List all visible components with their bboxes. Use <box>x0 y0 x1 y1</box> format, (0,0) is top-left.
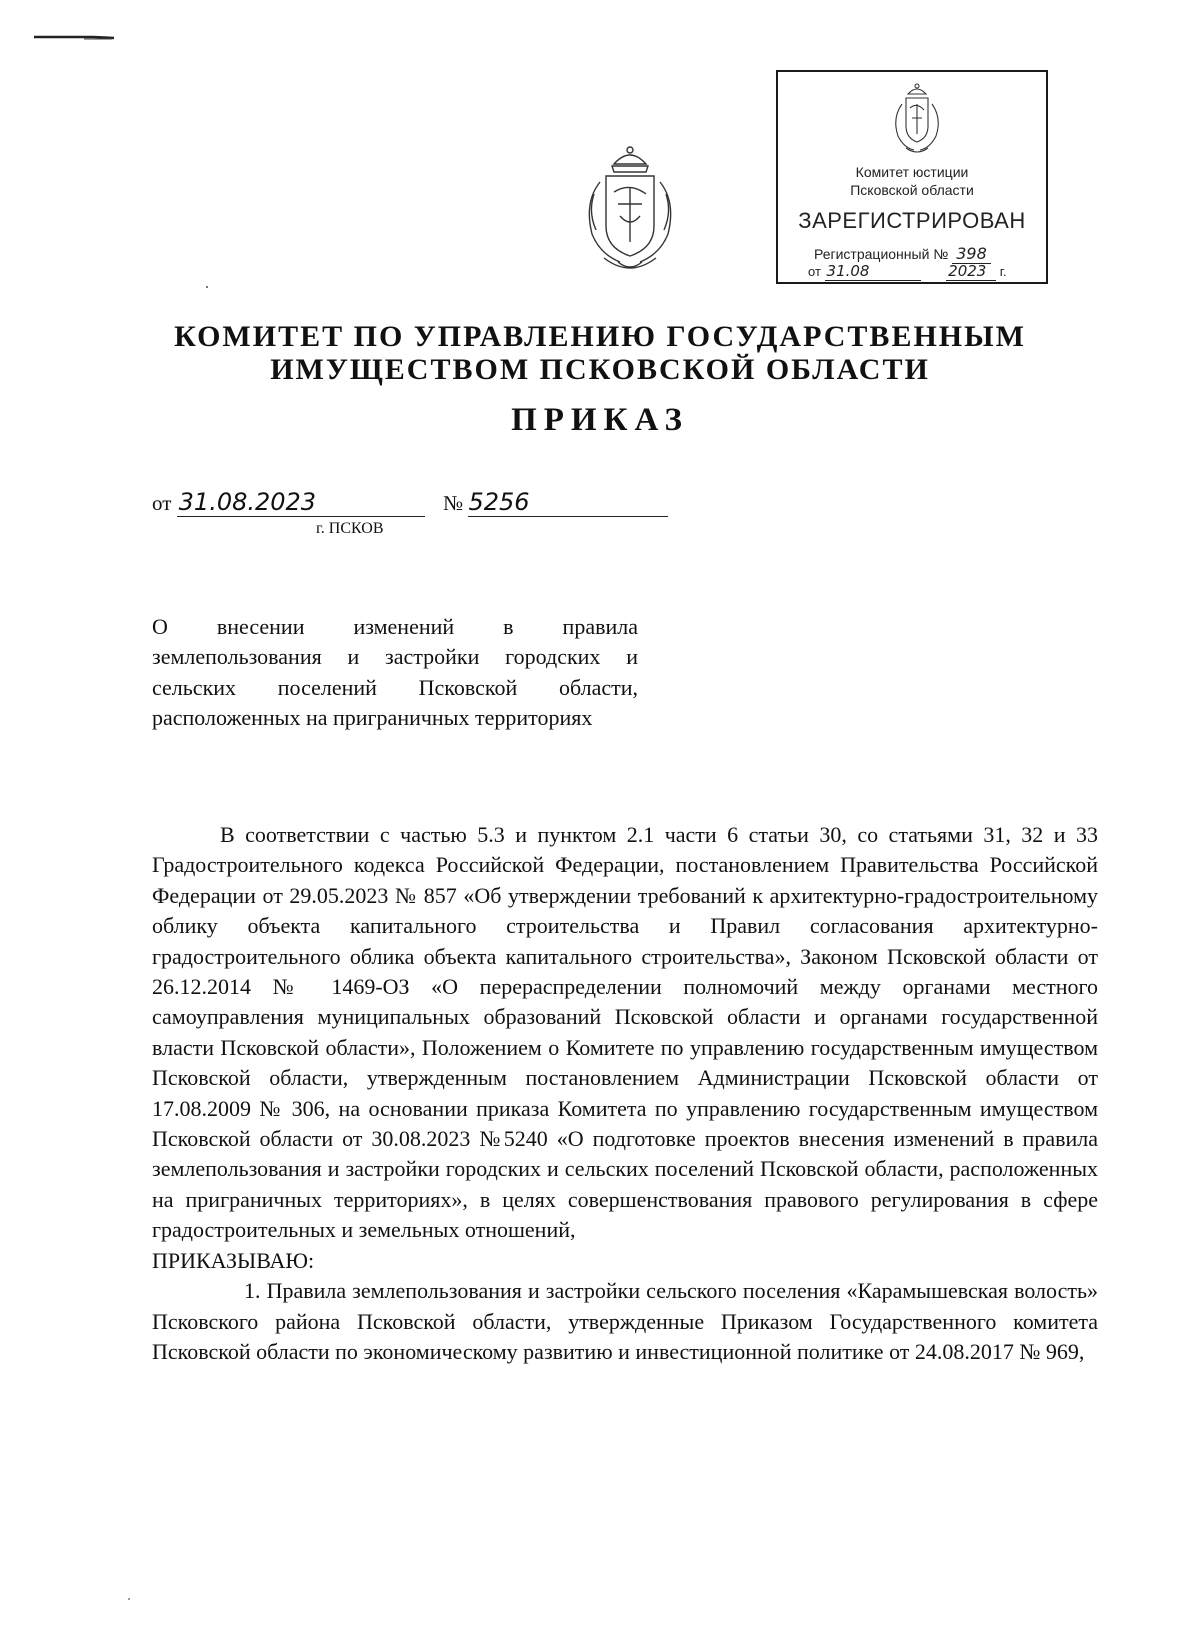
stamp-reg-number: 398 <box>952 244 991 264</box>
stamp-date-prefix: от <box>808 264 821 279</box>
document-number: 5256 <box>468 488 668 517</box>
order-item-1: 1. Правила землепользования и застройки сельского поселения «Карамышевская волость» Псковского района Псковской области, утвержденные Приказом Государственного комитета Псковской области по экономическому развитию и инвестиционной политике от 24.08.2017 № 969, <box>152 1278 1098 1364</box>
document-body <box>152 820 1098 1367</box>
org-title-line2: ИМУЩЕСТВОМ ПСКОВСКОЙ ОБЛАСТИ <box>270 353 930 386</box>
registration-stamp <box>776 70 1048 284</box>
stamp-date-row <box>808 262 1007 281</box>
stamp-year-suffix: г. <box>999 264 1007 279</box>
date-prefix: от <box>152 491 172 515</box>
number-prefix: № <box>443 491 464 515</box>
stamp-org-line1: Комитет юстиции <box>855 164 969 180</box>
stamp-org-line2: Псковской области <box>850 182 974 198</box>
stamp-year-value: 2023 <box>948 262 987 280</box>
stamp-status: ЗАРЕГИСТРИРОВАН <box>798 208 1026 233</box>
document-subject: О внесении изменений в правила землепользования и застройки городских и сельских поселений Псковской области, расположенных на приграничных территориях <box>152 614 638 731</box>
stamp-reg-label: Регистрационный № <box>814 246 949 262</box>
document-date-number-row <box>152 488 668 517</box>
stamp-date-value: 31.08 <box>826 262 870 280</box>
body-paragraph: В соответствии с частью 5.3 и пунктом 2.1 части 6 статьи 30, со статьями 31, 32 и 33 Градостроительного кодекса Российской Федерации, постановлением Правительства Российской Федерации от 29.05.2023 № 857 «Об утверждении требований к архитектурно-градостроительному облику объекта капитального строительства и Правил согласования архитектурно-градостроительного облика объекта капитального строительства», Законом Псковской области от 26.12.2014 № 1469-ОЗ «О перераспределении полномочий между органами местного самоуправления муниципальных образований Псковской области и органами государственной власти Псковской области», Положением о Комитете по управлению государственным имуществом Псковской области, утвержденным постановлением Администрации Псковской области от 17.08.2009 № 306, на основании приказа Комитета по управлению государственным имуществом Псковской области от 30.08.2023 №5240 «О подготовке проектов внесения изменений в правила землепользования и застройки городских и сельских поселений Псковской области, расположенных на приграничных территориях», в целях совершенствования правового регулирования в сфере градостроительных и земельных отношений, <box>152 822 1098 1243</box>
scan-mark <box>34 34 114 40</box>
stamp-reg-number-row <box>814 244 991 263</box>
scan-speck <box>206 286 208 288</box>
document-type: ПРИКАЗ <box>511 402 689 438</box>
scan-speck <box>128 1598 130 1600</box>
order-word: ПРИКАЗЫВАЮ: <box>152 1247 315 1273</box>
document-date: 31.08.2023 <box>177 488 425 517</box>
org-title-line1: КОМИТЕТ ПО УПРАВЛЕНИЮ ГОСУДАРСТВЕННЫМ <box>174 320 1026 353</box>
stamp-coat-of-arms-icon <box>888 82 946 156</box>
coat-of-arms-icon <box>574 142 686 276</box>
document-city: г. ПСКОВ <box>316 520 384 537</box>
